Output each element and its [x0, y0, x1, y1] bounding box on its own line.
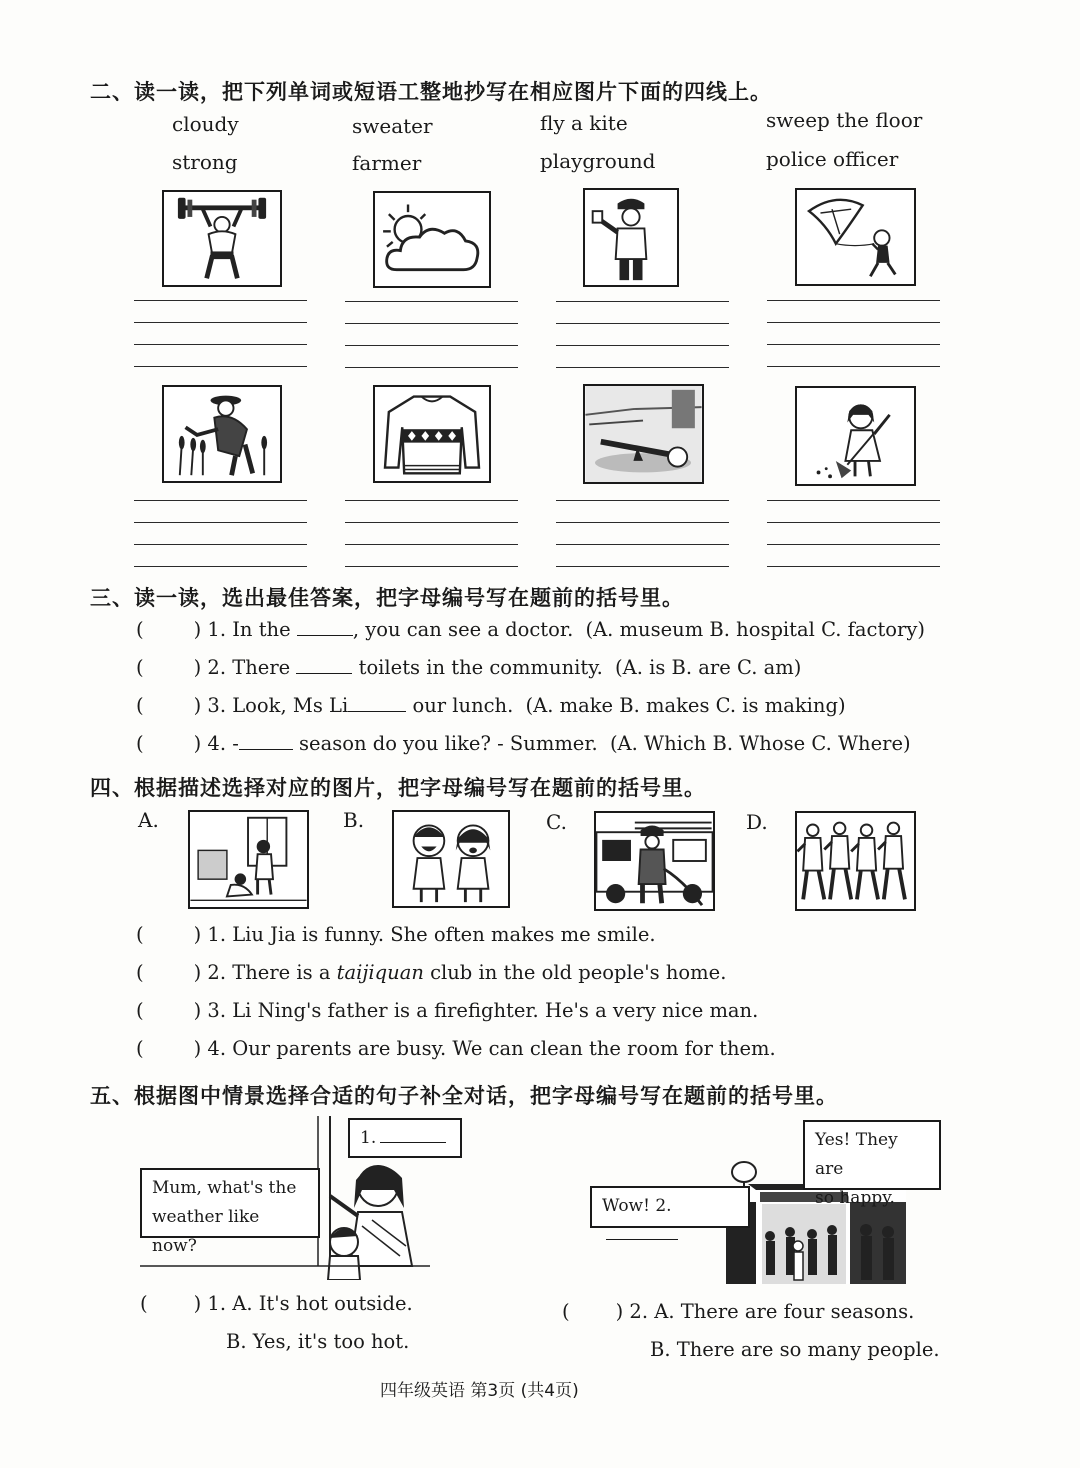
- sweater-icon: [373, 385, 491, 483]
- word-police-officer: police officer: [766, 147, 899, 171]
- option-label-b: B.: [343, 808, 365, 832]
- taijiquan-group-icon: [795, 811, 916, 911]
- s5-q1-option-b: B. Yes, it's too hot.: [226, 1330, 410, 1353]
- section5-heading: 五、根据图中情景选择合适的句子补全对话，把字母编号写在题前的括号里。: [90, 1084, 838, 1108]
- s5-question-2: ( ) 2. A. There are four seasons.: [562, 1300, 915, 1323]
- farmer-icon: [162, 385, 282, 483]
- s3-question-2: ( ) 2. There toilets in the community. (A. is B. are C. am): [136, 656, 802, 679]
- cleaning-room-icon: [188, 810, 309, 909]
- writing-lines-6[interactable]: [345, 500, 518, 570]
- fill-blank[interactable]: [380, 1128, 446, 1143]
- s4-question-2: ( ) 2. There is a taijiquan club in the old people's home.: [136, 961, 727, 984]
- word-cloudy: cloudy: [172, 112, 239, 136]
- strongman-icon: [162, 190, 282, 287]
- option-label-c: C.: [546, 810, 567, 834]
- word-sweater: sweater: [352, 114, 433, 138]
- s3-question-4: ( ) 4. - season do you like? - Summer. (A. Which B. Whose C. Where): [136, 732, 911, 755]
- s5-q2-option-b: B. There are so many people.: [650, 1338, 940, 1361]
- section4-heading: 四、根据描述选择对应的图片，把字母编号写在题前的括号里。: [90, 776, 706, 800]
- s4-question-4: ( ) 4. Our parents are busy. We can clean the room for them.: [136, 1037, 776, 1060]
- happy-speech-bubble: Yes! They are so happy.: [803, 1120, 941, 1190]
- word-strong: strong: [172, 150, 238, 174]
- s4-question-1: ( ) 1. Liu Jia is funny. She often makes me smile.: [136, 923, 656, 946]
- writing-lines-8[interactable]: [767, 500, 940, 570]
- s4-question-3: ( ) 3. Li Ning's father is a firefighter. He's a very nice man.: [136, 999, 759, 1022]
- writing-lines-1[interactable]: [134, 300, 307, 370]
- child-speech-bubble: Mum, what's the weather like now?: [140, 1168, 320, 1238]
- word-sweep-the-floor: sweep the floor: [766, 108, 923, 132]
- fill-blank[interactable]: [606, 1225, 678, 1240]
- sun-cloud-icon: [373, 191, 491, 288]
- s5-question-1: ( ) 1. A. It's hot outside.: [140, 1292, 413, 1315]
- word-fly-a-kite: fly a kite: [540, 111, 628, 135]
- laughing-kids-icon: [392, 810, 510, 908]
- writing-lines-5[interactable]: [134, 500, 307, 570]
- writing-lines-2[interactable]: [345, 301, 518, 371]
- section2-heading: 二、读一读，把下列单词或短语工整地抄写在相应图片下面的四线上。: [90, 80, 772, 104]
- word-playground: playground: [540, 149, 656, 173]
- writing-lines-3[interactable]: [556, 301, 729, 371]
- wow-speech-bubble: Wow! 2.: [590, 1186, 750, 1228]
- writing-lines-4[interactable]: [767, 300, 940, 370]
- kite-icon: [795, 188, 916, 286]
- mum-speech-bubble: 1.: [348, 1118, 462, 1158]
- firefighter-icon: [594, 811, 715, 911]
- fill-blank[interactable]: [239, 735, 293, 750]
- police-officer-icon: [583, 188, 679, 287]
- fill-blank[interactable]: [296, 659, 352, 674]
- section3-heading: 三、读一读，选出最佳答案，把字母编号写在题前的括号里。: [90, 586, 684, 610]
- fill-blank[interactable]: [348, 697, 406, 712]
- seesaw-playground-icon: [583, 384, 704, 484]
- s3-question-1: ( ) 1. In the , you can see a doctor. (A. museum B. hospital C. factory): [136, 618, 925, 641]
- word-farmer: farmer: [352, 151, 422, 175]
- page-footer: 四年级英语 第3页 (共4页): [380, 1381, 579, 1401]
- s3-question-3: ( ) 3. Look, Ms Li our lunch. (A. make B. makes C. is making): [136, 694, 846, 717]
- writing-lines-7[interactable]: [556, 500, 729, 570]
- sweeping-girl-icon: [795, 386, 916, 486]
- fill-blank[interactable]: [297, 621, 353, 636]
- option-label-d: D.: [746, 810, 768, 834]
- option-label-a: A.: [138, 808, 159, 832]
